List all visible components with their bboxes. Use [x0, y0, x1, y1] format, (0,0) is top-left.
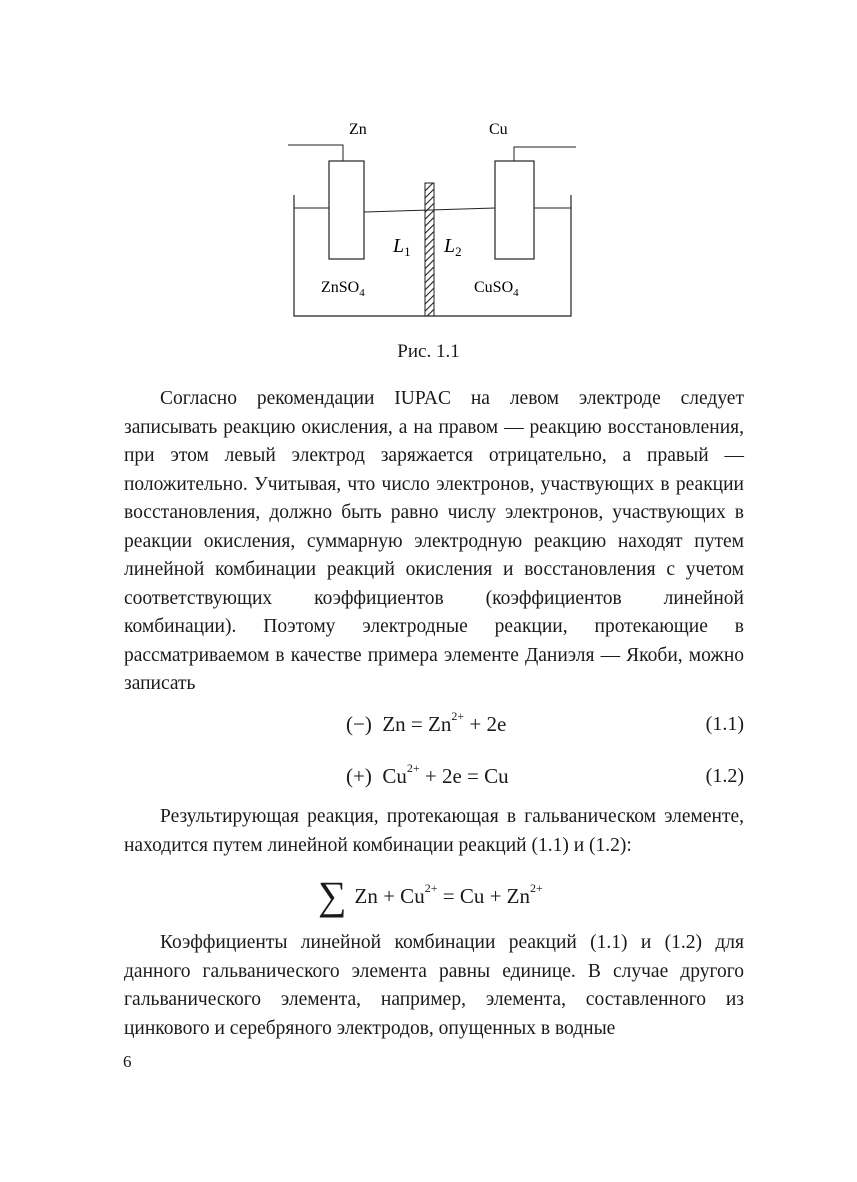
equation-1-left: Zn = Zn [382, 712, 452, 736]
equation-3 [318, 866, 543, 918]
l2-label: $L_2$ [444, 235, 462, 259]
cu-electrode [495, 161, 534, 259]
paragraph-iupac: Согласно рекомендации IUPAC на левом электроде следует записывать реакцию окисления, а на правом — реакцию восстановления, при этом левый электрод заряжается отрицательно, а правый — положительно. Учитывая, что число электронов, участвующих в реакции восстановления, должно быть равно числу электронов, участвующих в реакции окисления, суммарную электродную реакцию находят путем линейной комбинации реакций окисления и восстановления с учетом соответствующих коэффициентов (коэффициентов линейной комбинации). Поэтому электродные реакции, протекающие в рассматриваемом в качестве примера элементе Даниэля — Якоби, можно записать [124, 388, 744, 694]
page-number: 6 [123, 1052, 132, 1071]
galvanic-cell-diagram [0, 0, 857, 330]
equation-1-sign: (−) [346, 712, 372, 736]
paragraph-result-reaction: Результирующая реакция, протекающая в гальваническом элементе, находится путем линейной комбинации реакций (1.1) и (1.2): [124, 806, 744, 856]
equation-2-number: (1.2) [705, 765, 744, 787]
paragraph-coefficients: Коэффициенты линейной комбинации реакций (1.1) и (1.2) для данного гальванического элемента равны единице. В случае другого гальванического элемента, например, элемента, составленного из цинкового и серебряного электродов, опущенных в водные [124, 932, 744, 1039]
equation-1-charge: 2+ [451, 709, 465, 723]
zn-electrode [329, 161, 364, 259]
equation-1-right: + 2e [469, 712, 507, 736]
cu-wire [514, 147, 576, 161]
equation-2-sign: (+) [346, 764, 372, 788]
equation-2 [346, 761, 509, 789]
cuso4-label: CuSO$_4$ [474, 279, 519, 299]
equation-2-right: + 2e = Cu [424, 764, 509, 788]
zn-label: Zn [349, 121, 367, 138]
equation-3-part2: = Cu + Zn [442, 884, 531, 908]
equation-1 [346, 709, 507, 737]
figure-caption: Рис. 1.1 [397, 341, 460, 362]
porous-membrane [425, 183, 434, 316]
l1-label: $L_1$ [393, 235, 411, 259]
cu-label: Cu [489, 121, 508, 138]
equation-3-charge1: 2+ [424, 881, 438, 895]
equation-2-left: Cu [382, 764, 407, 788]
equation-3-charge2: 2+ [530, 881, 543, 895]
equation-1-number: (1.1) [705, 713, 744, 735]
equation-3-part1: Zn + Cu [354, 884, 425, 908]
znso4-label: ZnSO$_4$ [321, 279, 365, 299]
zn-wire [288, 145, 343, 161]
equation-2-charge: 2+ [406, 761, 420, 775]
sum-symbol: ∑ [318, 873, 347, 918]
